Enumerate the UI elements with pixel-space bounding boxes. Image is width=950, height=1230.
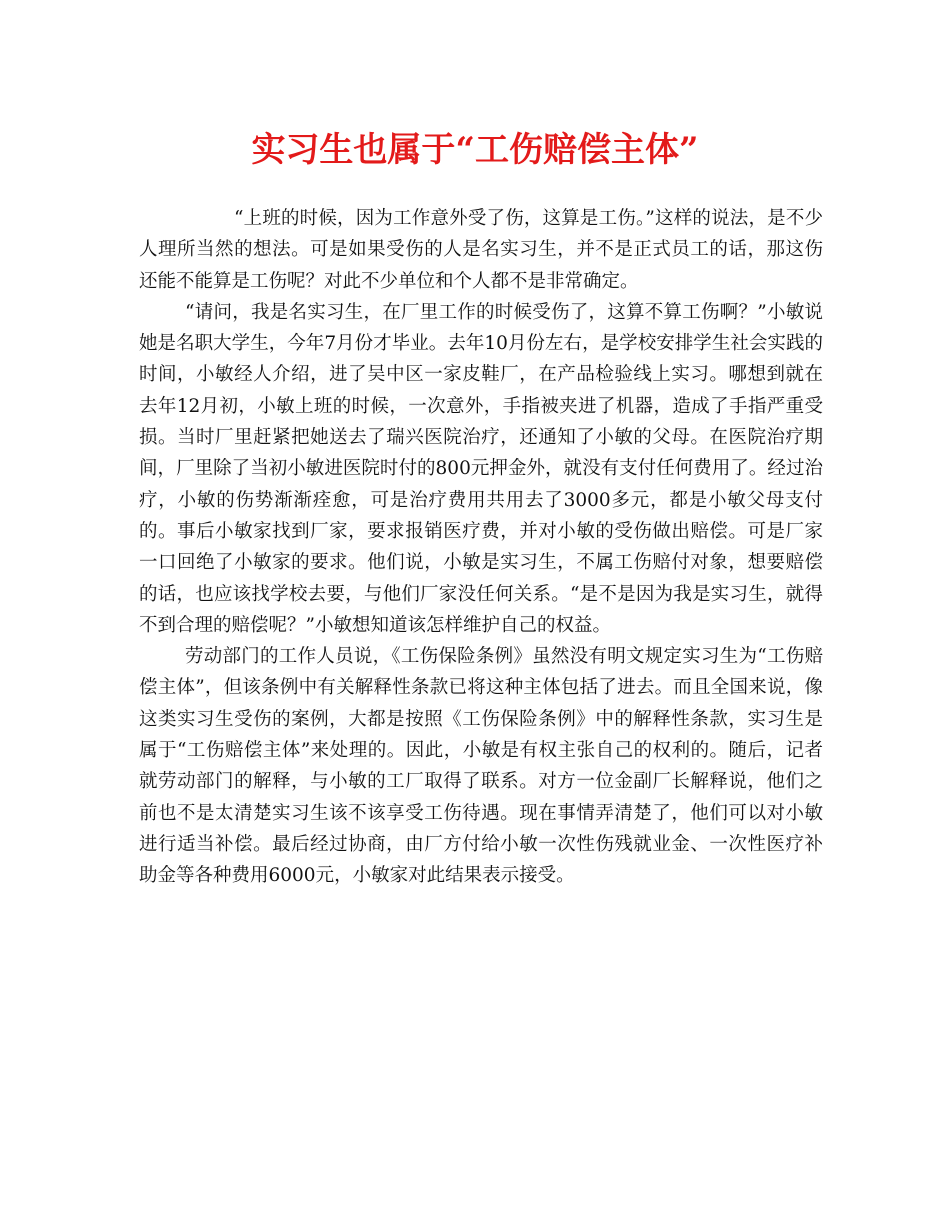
paragraph-resolution: 劳动部门的工作人员说，《工伤保险条例》虽然没有明文规定实习生为“工伤赔偿主体”，但该条例中有关解释性条款已将这种主体包括了进去。而且全国来说，像这类实习生受伤的案例，大都是按照《工伤保险条例》中的解释性条款，实习生是属于“工伤赔偿主体”来处理的。因此，小敏是有权主张自己的权利的。随后，记者就劳动部门的解释，与小敏的工厂取得了联系。对方一位金副厂长解释说，他们之前也不是太清楚实习生该不该享受工伤待遇。现在事情弄清楚了，他们可以对小敏进行适当补偿。最后经过协商，由厂方付给小敏一次性伤残就业金、一次性医疗补助金等各种费用6000元，小敏家对此结果表示接受。: [139, 646, 823, 887]
paragraph-case: “请问，我是名实习生，在厂里工作的时候受伤了，这算不算工伤啊？”小敏说她是名职大学生，今年7月份才毕业。去年10月份左右，是学校安排学生社会实践的时间，小敏经人介绍，进了吴中区一家皮鞋厂，在产品检验线上实习。哪想到就在去年12月初，小敏上班的时候，一次意外，手指被夹进了机器，造成了手指严重受损。当时厂里赶紧把她送去了瑞兴医院治疗，还通知了小敏的父母。在医院治疗期间，厂里除了当初小敏进医院时付的800元押金外，就没有支付任何费用了。经过治疗，小敏的伤势渐渐痊愈，可是治疗费用共用去了3000多元，都是小敏父母支付的。事后小敏家找到厂家，要求报销医疗费，并对小敏的受伤做出赔偿。可是厂家一口回绝了小敏家的要求。他们说，小敏是实习生，不属工伤赔付对象，想要赔偿的话，也应该找学校去要，与他们厂家没任何关系。“是不是因为我是实习生，就得不到合理的赔偿呢？”小敏想知道该怎样维护自己的权益。: [139, 301, 823, 636]
document-title: 实习生也属于“工伤赔偿主体”: [251, 130, 699, 170]
document-body: [139, 203, 823, 892]
paragraph-intro: “上班的时候，因为工作意外受了伤，这算是工伤。”这样的说法，是不少人理所当然的想法。可是如果受伤的人是名实习生，并不是正式员工的话，那这伤还能不能算是工伤呢？对此不少单位和个人都不是非常确定。: [139, 208, 823, 292]
